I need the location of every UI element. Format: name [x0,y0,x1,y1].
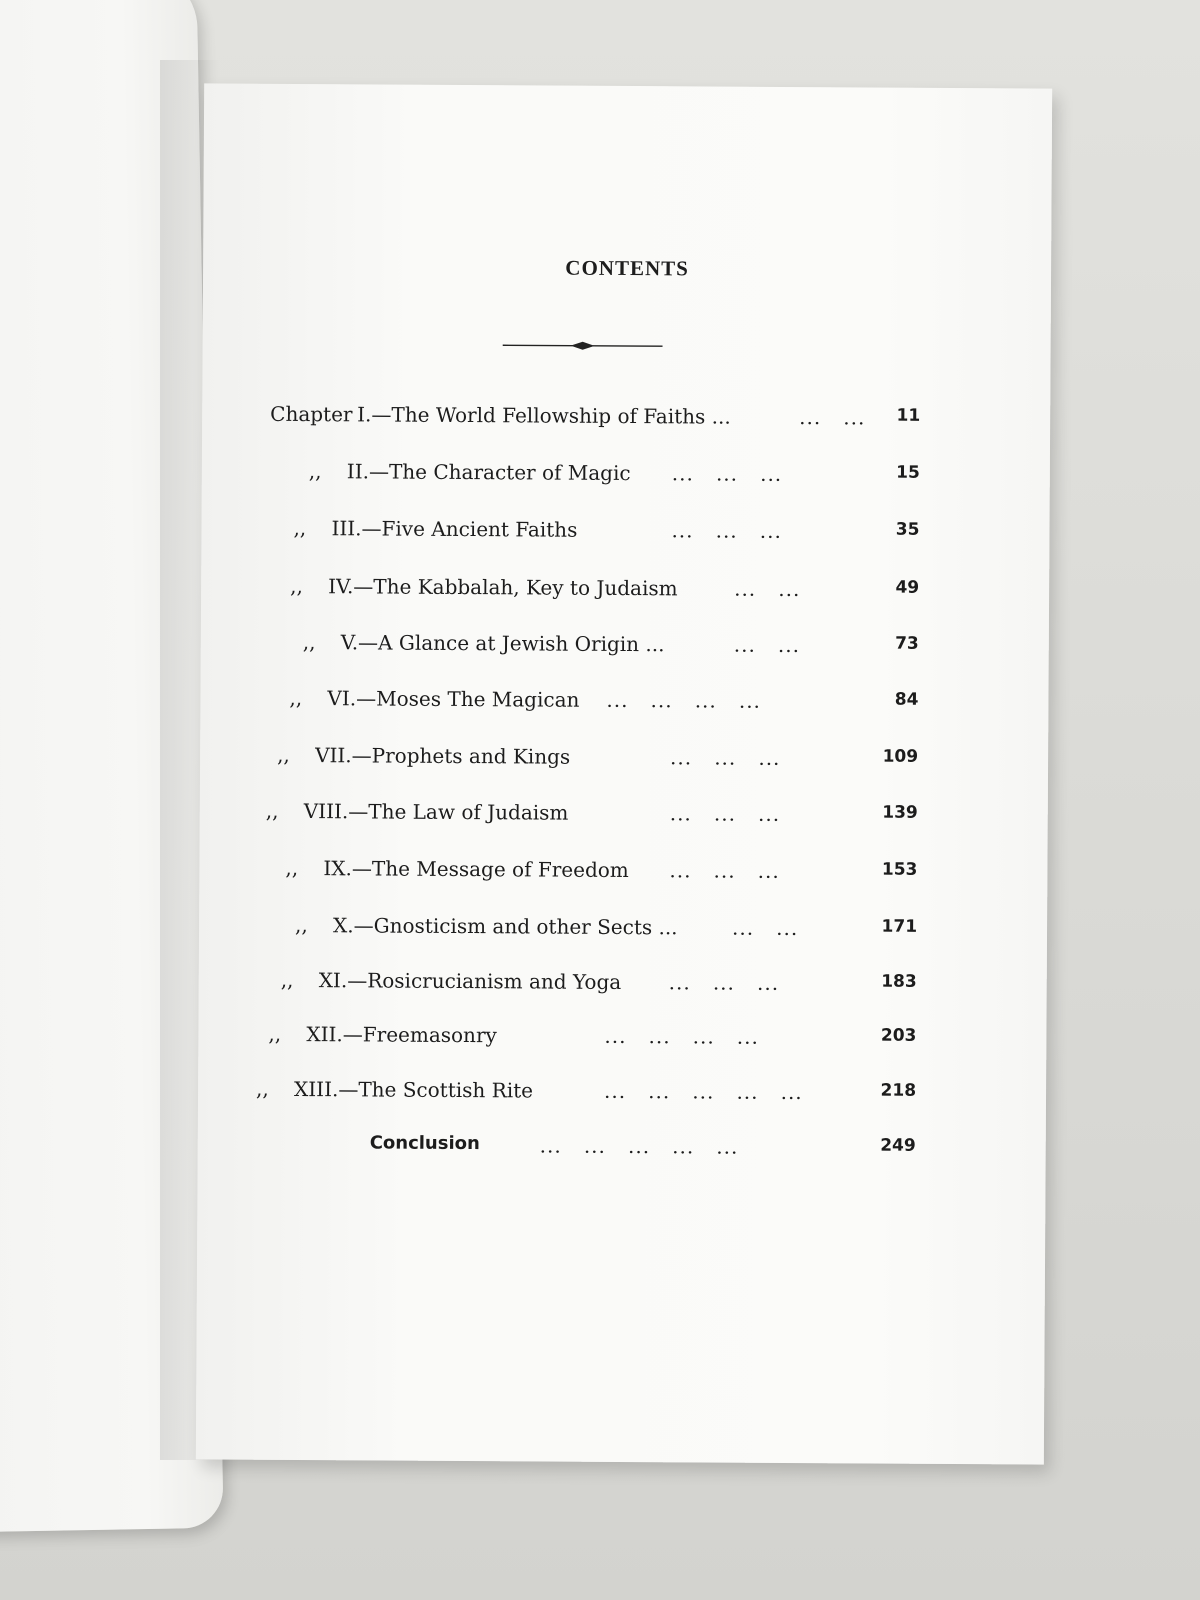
dot-leader: ... ... ... [669,801,781,826]
chapter-label: Chapter [270,401,353,427]
page-number: 203 [880,1025,917,1046]
conclusion-title: Conclusion [369,1132,480,1155]
ditto-mark: ,, [289,685,303,711]
dot-leader: ... ... ... [671,518,782,543]
toc-entry [201,629,1049,670]
left-page-bleed [91,108,181,110]
toc-entry [199,912,1047,953]
dot-leader: ... ... ... ... ... [603,1078,803,1105]
chapter-title: III.—Five Ancient Faiths [331,516,578,542]
left-page [0,0,224,1532]
toc-entry [199,967,1047,1008]
ornament-divider [503,340,663,351]
ditto-mark: ,, [268,1021,282,1046]
page-number: 35 [895,519,920,540]
show-through-text [244,194,944,198]
chapter-title: VIII.—The Law of Judaism [303,799,569,825]
page-number: 171 [881,916,918,937]
ditto-mark: ,, [280,967,294,992]
page-number: 218 [880,1080,917,1101]
toc-entry [202,458,1050,499]
ditto-mark: ,, [265,798,279,823]
ditto-mark: ,, [302,630,316,655]
page-number: 15 [896,462,920,483]
toc-entry [199,855,1047,896]
page-number: 249 [880,1135,916,1156]
contents-page [196,83,1052,1464]
toc-entry [201,515,1049,556]
chapter-title: IV.—The Kabbalah, Key to Judaism [328,574,678,601]
toc-entry [198,1021,1046,1062]
dot-leader: ... ... ... ... [606,687,762,713]
ditto-mark: ,, [294,912,308,938]
dot-leader: ... ... ... [668,970,780,995]
page-number: 139 [882,802,918,823]
ditto-mark: ,, [290,573,303,599]
page-title: CONTENTS [565,255,689,281]
toc-entry [202,401,1050,442]
page-number: 11 [896,405,921,426]
dot-leader: ... ... ... [671,461,783,486]
ditto-mark: ,, [293,515,307,541]
ditto-mark: ,, [308,459,322,484]
page-number: 153 [881,859,918,880]
chapter-title: VII.—Prophets and Kings [315,743,571,769]
toc-entry [201,573,1049,614]
chapter-title: I.—The World Fellowship of Faiths ... [357,402,731,429]
ditto-mark: ,, [277,742,290,767]
ditto-mark: ,, [285,855,299,881]
chapter-title: X.—Gnosticism and other Sects ... [332,913,678,940]
page-number: 183 [881,971,917,992]
chapter-title: V.—A Glance at Jewish Origin ... [340,630,665,657]
dot-leader: ... ... ... ... [604,1023,759,1049]
ditto-mark: ,, [255,1076,269,1101]
dot-leader: ... ... [734,576,801,602]
dot-leader: ... ... [731,915,799,941]
chapter-title: IX.—The Message of Freedom [323,856,629,883]
toc-entry [198,1076,1046,1117]
page-number: 49 [895,577,920,598]
dot-leader: ... ... [733,632,801,658]
dot-leader: ... ... ... [670,745,781,770]
toc-entry [200,685,1048,726]
dot-leader: ... ... ... [669,858,780,883]
chapter-title: XI.—Rosicrucianism and Yoga [318,968,622,994]
page-number: 73 [895,633,919,654]
toc-entry-conclusion [198,1131,1046,1172]
toc-entry [200,798,1048,839]
chapter-title: II.—The Character of Magic [346,459,631,486]
chapter-title: XIII.—The Scottish Rite [293,1076,534,1103]
chapter-title: XII.—Freemasonry [306,1022,497,1048]
dot-leader: ... ... ... ... ... [539,1133,739,1159]
page-number: 109 [882,746,919,767]
dot-leader: ... ... [799,405,866,430]
toc-entry [200,742,1048,783]
page-number: 84 [894,689,919,710]
chapter-title: VI.—Moses The Magican [327,686,580,712]
